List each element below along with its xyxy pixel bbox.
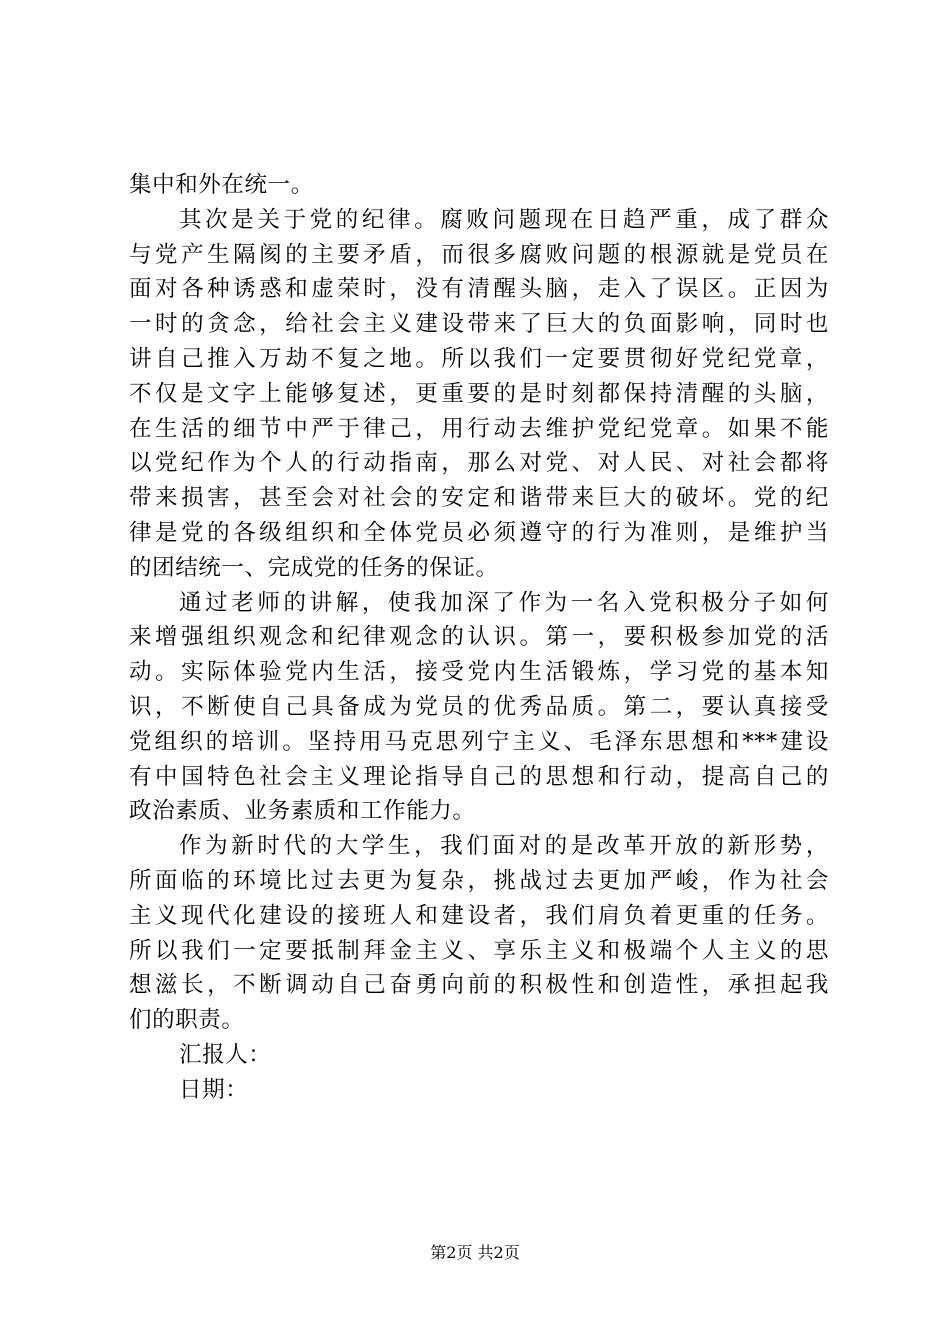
- paragraph-line: 通过老师的讲解，使我加深了作为一名入党积极分子如何: [179, 589, 829, 616]
- paragraph-line: 讲自己推入万劫不复之地。所以我们一定要贯彻好党纪党章，: [129, 345, 829, 372]
- page-indicator: 第2页 共2页: [430, 1243, 520, 1262]
- paragraph-line: 其次是关于党的纪律。腐败问题现在日趋严重，成了群众: [179, 206, 829, 233]
- paragraph-line: 想滋长，不断调动自己奋勇向前的积极性和创造性，承担起我: [129, 972, 829, 999]
- reporter-label: 汇报人：: [179, 1041, 272, 1068]
- paragraph-line: 识，不断使自己具备成为党员的优秀品质。第二，要认真接受: [129, 693, 829, 720]
- paragraph-line: 的团结统一、完成党的任务的保证。: [129, 554, 499, 581]
- paragraph-line: 政治素质、业务素质和工作能力。: [129, 798, 476, 825]
- paragraph-line: 所以我们一定要抵制拜金主义、享乐主义和极端个人主义的思: [129, 937, 829, 964]
- paragraph-line: 所面临的环境比过去更为复杂，挑战过去更加严峻，作为社会: [129, 867, 829, 894]
- paragraph-line: 不仅是文字上能够复述，更重要的是时刻都保持清醒的头脑，: [129, 380, 829, 407]
- paragraph-line: 集中和外在统一。: [129, 172, 314, 198]
- paragraph-line: 们的职责。: [129, 1007, 245, 1034]
- paragraph-line: 面对各种诱惑和虚荣时，没有清醒头脑，走入了误区。正因为: [129, 276, 829, 303]
- paragraph-line: 在生活的细节中严于律己，用行动去维护党纪党章。如果不能: [129, 415, 829, 442]
- paragraph-line: 与党产生隔阂的主要矛盾，而很多腐败问题的根源就是党员在: [129, 241, 829, 268]
- date-label: 日期：: [179, 1076, 249, 1103]
- paragraph-line: 动。实际体验党内生活，接受党内生活锻炼，学习党的基本知: [129, 659, 829, 686]
- paragraph-line: 作为新时代的大学生，我们面对的是改革开放的新形势，: [179, 833, 829, 860]
- paragraph-line: 带来损害，甚至会对社会的安定和谐带来巨大的破坏。党的纪: [129, 485, 829, 512]
- page-footer: [0, 1243, 950, 1263]
- paragraph-line: 以党纪作为个人的行动指南，那么对党、对人民、对社会都将: [129, 450, 829, 477]
- paragraph-line: 律是党的各级组织和全体党员必须遵守的行为准则，是维护当: [129, 519, 829, 546]
- paragraph-line: 主义现代化建设的接班人和建设者，我们肩负着更重的任务。: [129, 902, 829, 929]
- paragraph-line: 来增强组织观念和纪律观念的认识。第一，要积极参加党的活: [129, 624, 829, 651]
- paragraph-line: 有中国特色社会主义理论指导自己的思想和行动，提高自己的: [129, 763, 829, 790]
- paragraph-line: 党组织的培训。坚持用马克思列宁主义、毛泽东思想和***建设: [129, 728, 829, 755]
- paragraph-line: 一时的贪念，给社会主义建设带来了巨大的负面影响，同时也: [129, 311, 829, 338]
- document-body: [129, 168, 829, 1108]
